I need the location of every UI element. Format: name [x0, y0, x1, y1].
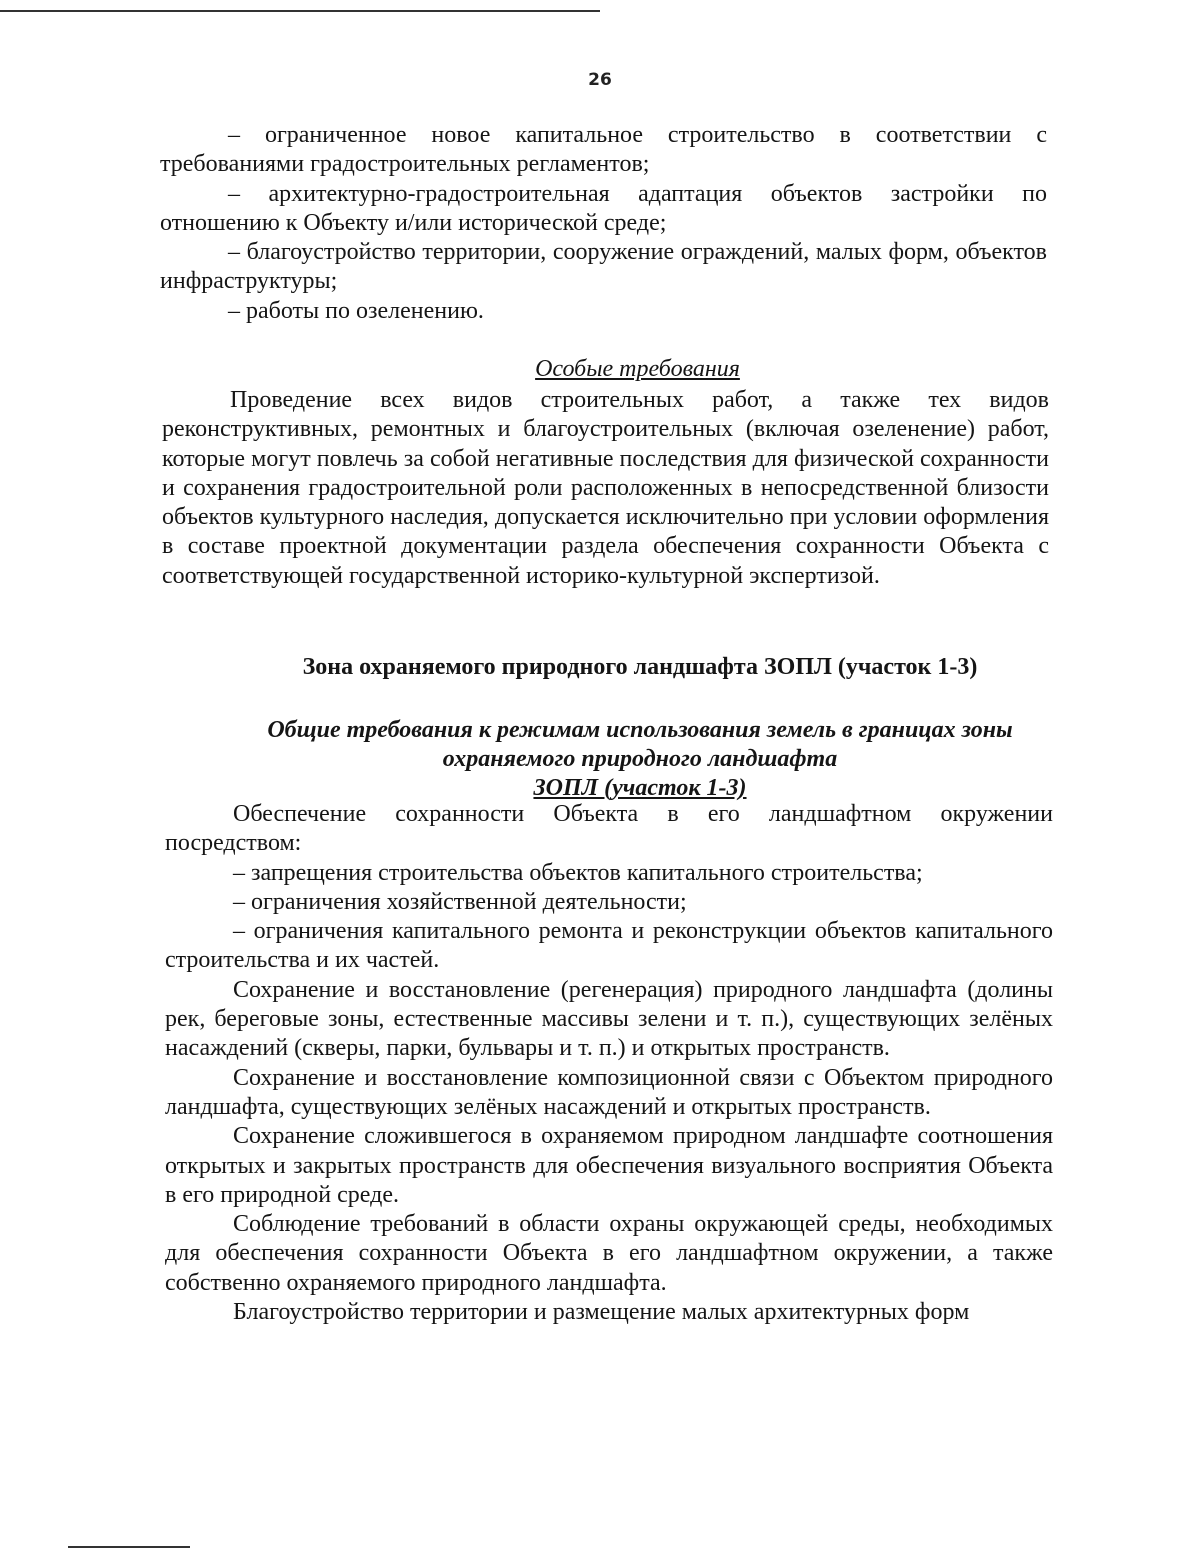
heading-line: ЗОПЛ (участок 1-3) [533, 775, 747, 801]
scan-top-rule [0, 10, 600, 12]
special-requirements-body [162, 386, 1049, 591]
list-item: – работы по озеленению. [228, 297, 484, 324]
list-item: – архитектурно-градостроительная адаптация объектов застройки по отношению к Объекту и/или исторической среде; [160, 180, 1047, 236]
page-number: 26 [588, 70, 612, 90]
list-item: – благоустройство территории, сооружение ограждений, малых форм, объектов инфраструктуры; [160, 239, 1047, 295]
paragraph: Сохранение и восстановление (регенерация) природного ландшафта (долины рек, береговые зоны, естественные массивы зелени и т. п.), существующих зелёных насаждений (скверы, парки, бульвары и т. п.) и открытых пространств. [165, 976, 1053, 1062]
heading-line: Общие требования к режимам использования земель в границах зоны [267, 717, 1013, 743]
paragraph: Обеспечение сохранности Объекта в его ландшафтном окружении посредством: [165, 801, 1053, 857]
list-item: – ограничения хозяйственной деятельности; [233, 888, 687, 915]
zone-requirements-body [165, 800, 1053, 1327]
paragraph: Проведение всех видов строительных работ, а также тех видов реконструктивных, ремонтных и благоустроительных (включая озеленение) работ, которые могут повлечь за собой негативные последствия для физической сохранности и сохранения градостроительной роли расположенных в непосредственной близости объектов культурного наследия, допускается исключительно при условии оформления в составе проектной документации раздела обеспечения сохранности Объекта с соответствующей государственной историко-культурной экспертизой. [162, 387, 1049, 589]
paragraph: Сохранение сложившегося в охраняемом природном ландшафте соотношения открытых и закрытых пространств для обеспечения визуального восприятия Объекта в его природной среде. [165, 1123, 1053, 1208]
permitted-works-list [160, 121, 1047, 326]
list-item: – ограниченное новое капитальное строительство в соответствии с требованиями градостроительных регламентов; [160, 122, 1047, 178]
list-item: – запрещения строительства объектов капитального строительства; [233, 859, 923, 886]
paragraph: Сохранение и восстановление композиционной связи с Объектом природного ландшафта, существующих зелёных насаждений и открытых пространств. [165, 1064, 1053, 1120]
list-item: – ограничения капитального ремонта и реконструкции объектов капитального строительства и их частей. [165, 918, 1053, 974]
zone-requirements-heading [0, 716, 1200, 803]
heading-line: охраняемого природного ландшафта [442, 746, 838, 772]
paragraph: Благоустройство территории и размещение малых архитектурных форм [233, 1299, 970, 1326]
zone-heading: Зона охраняемого природного ландшафта ЗОПЛ (участок 1-3) [302, 654, 978, 680]
scan-bottom-rule [68, 1546, 190, 1548]
paragraph: Соблюдение требований в области охраны окружающей среды, необходимых для обеспечения сохранности Объекта в его ландшафтном окружении, а также собственно охраняемого природного ландшафта. [165, 1211, 1053, 1296]
special-requirements-heading: Особые требования [535, 356, 740, 382]
